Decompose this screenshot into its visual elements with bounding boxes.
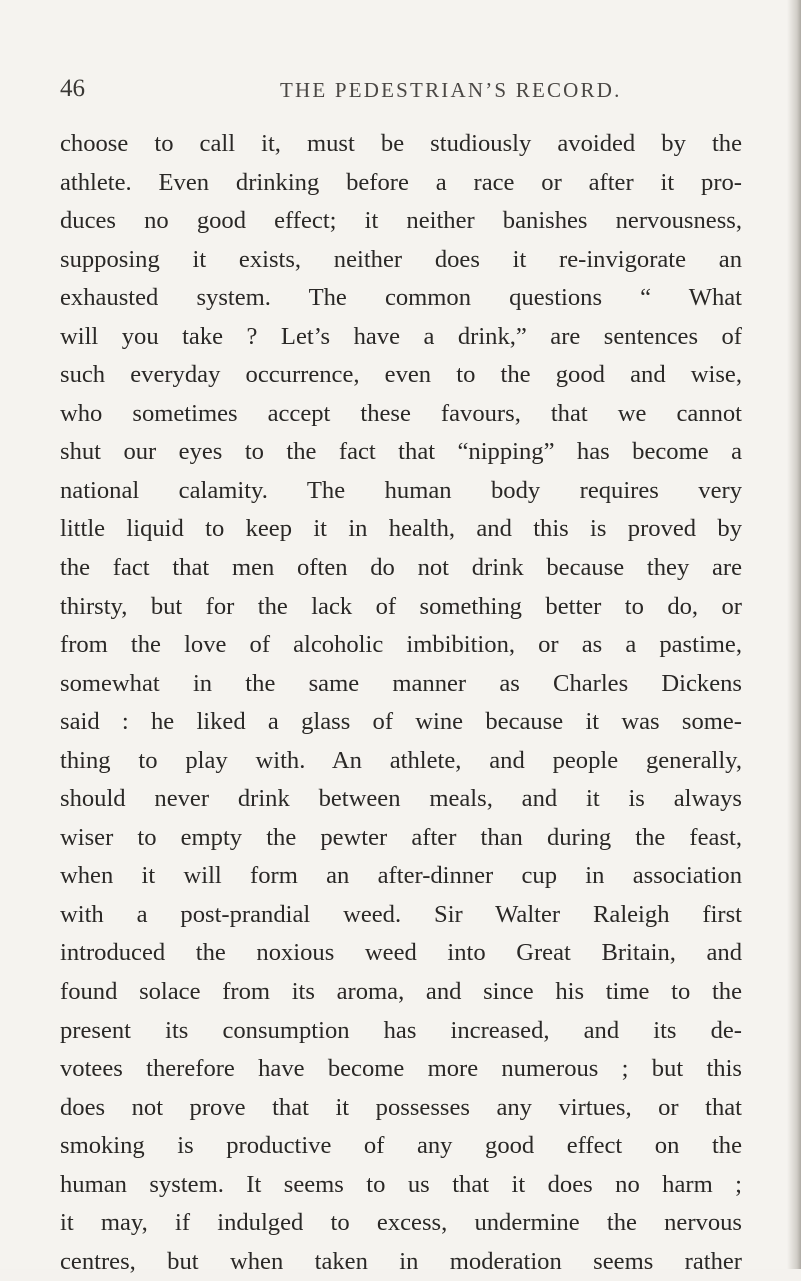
text-line: found solace from its aroma, and since his time to the <box>60 978 742 1006</box>
page-edge-shadow <box>787 0 801 1269</box>
text-line: with a post-prandial weed. Sir Walter Raleigh first <box>60 900 742 928</box>
text-line: national calamity. The human body requires very <box>60 476 742 504</box>
text-line: when it will form an after-dinner cup in association <box>60 862 742 890</box>
text-line: present its consumption has increased, and its de- <box>60 1016 742 1044</box>
text-line: human system. It seems to us that it does no harm ; <box>60 1170 742 1198</box>
running-head: THE PEDESTRIAN’S RECORD. <box>280 78 622 102</box>
text-line: such everyday occurrence, even to the good and wise, <box>60 361 742 389</box>
text-line: somewhat in the same manner as Charles Dickens <box>60 669 742 697</box>
text-line: thirsty, but for the lack of something better to do, or <box>60 592 742 620</box>
text-line: the fact that men often do not drink because they are <box>60 554 742 582</box>
text-line: will you take ? Let’s have a drink,” are sentences of <box>60 322 742 350</box>
text-line: shut our eyes to the fact that “nipping” has become a <box>60 438 742 466</box>
text-line: little liquid to keep it in health, and this is proved by <box>60 515 742 543</box>
text-line: thing to play with. An athlete, and people generally, <box>60 746 742 774</box>
text-line: centres, but when taken in moderation seems rather <box>60 1247 742 1275</box>
text-line: athlete. Even drinking before a race or after it pro- <box>60 168 742 196</box>
text-line: smoking is productive of any good effect on the <box>60 1132 742 1160</box>
text-line: choose to call it, must be studiously avoided by the <box>60 130 742 157</box>
text-line: wiser to empty the pewter after than during the feast, <box>60 823 742 851</box>
text-line: votees therefore have become more numerous ; but this <box>60 1055 742 1083</box>
body-text <box>60 125 742 1281</box>
text-line: introduced the noxious weed into Great Britain, and <box>60 939 742 967</box>
text-line: said : he liked a glass of wine because it was some- <box>60 708 742 736</box>
text-line: should never drink between meals, and it is always <box>60 785 742 813</box>
text-line: exhausted system. The common questions “ What <box>60 284 742 312</box>
page-number: 46 <box>60 75 85 102</box>
text-line: from the love of alcoholic imbibition, or as a pastime, <box>60 631 742 659</box>
text-line: it may, if indulged to excess, undermine the nervous <box>60 1209 742 1237</box>
text-line: duces no good effect; it neither banishes nervousness, <box>60 207 742 235</box>
page-header <box>60 75 740 111</box>
text-line: does not prove that it possesses any virtues, or that <box>60 1093 742 1121</box>
text-line: who sometimes accept these favours, that we cannot <box>60 399 742 427</box>
text-line: supposing it exists, neither does it re-invigorate an <box>60 245 742 273</box>
